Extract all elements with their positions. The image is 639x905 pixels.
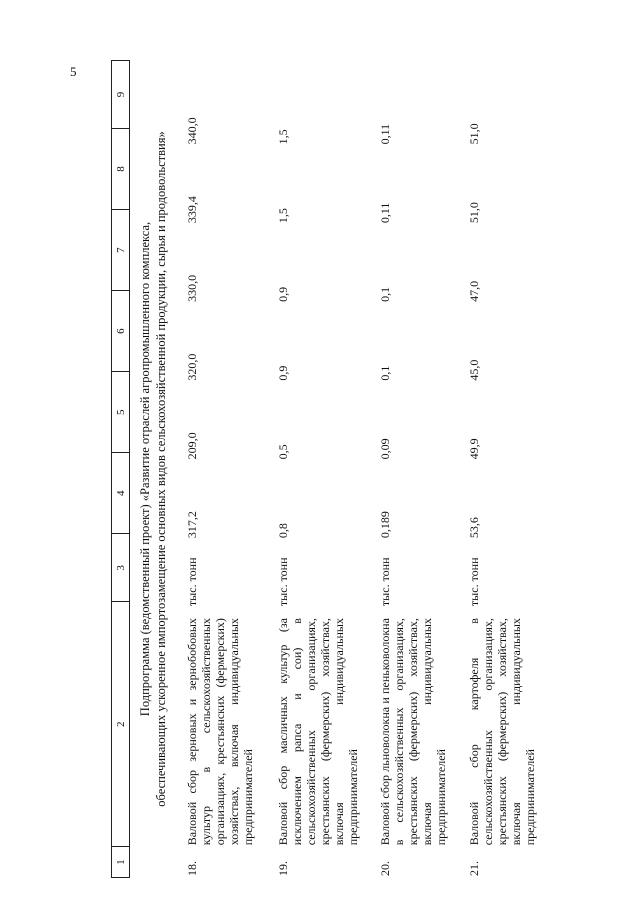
subprogram-title-line-2: обеспечивающих ускоренное импортозамещение основных видов сельскохозяйственной продукции, сырья и продовольствия» [154,131,168,807]
value-col-8: 51,0 [467,202,481,224]
value-col-6: 0,9 [276,365,290,381]
header-col-7: 7 [112,209,129,290]
value-col-6: 320,0 [185,353,199,381]
unit: тыс. тонн [378,557,392,607]
value-col-9: 51,0 [467,123,481,145]
row-number: 18. [185,861,199,876]
table-row [378,60,448,878]
indicator-name: Валовой сбор масличных культур (за исключением рапса и сои) в сельскохозяйственных организациях, крестьянских (фермерских) хозяйствах, включая индивидуальных предпринимателей [276,618,360,846]
value-col-5: 0,09 [378,438,392,460]
row-number: 21. [467,861,481,876]
unit: тыс. тонн [276,557,290,607]
header-col-4: 4 [112,452,129,533]
value-col-8: 339,4 [185,196,199,224]
value-col-5: 0,5 [276,444,290,460]
value-col-8: 1,5 [276,208,290,224]
value-col-9: 0,11 [378,123,392,145]
subprogram-title [137,60,169,878]
value-col-7: 330,0 [185,274,199,302]
unit: тыс. тонн [467,557,481,607]
value-col-6: 0,1 [378,365,392,381]
header-col-9: 9 [112,60,129,128]
value-col-5: 209,0 [185,432,199,460]
header-col-2: 2 [112,601,129,846]
header-col-1: 1 [112,846,129,878]
value-col-8: 0,11 [378,202,392,224]
header-col-3: 3 [112,533,129,601]
value-col-5: 49,9 [467,438,481,460]
header-col-6: 6 [112,290,129,371]
rotated-table-sheet [111,60,537,878]
value-col-7: 0,9 [276,286,290,302]
indicator-name: Валовой сбор льноволокна и пеньковолокна в сельскохозяйственных организациях, крестьянских (фермерских) хозяйствах, включая индивидуальных предпринимателей [378,618,448,846]
value-col-4: 53,6 [467,517,481,539]
value-col-4: 317,2 [185,511,199,539]
header-col-5: 5 [112,371,129,452]
value-col-6: 45,0 [467,359,481,381]
header-col-8: 8 [112,128,129,209]
column-number-header [111,60,130,878]
page-number: 5 [70,64,77,79]
table-row [276,60,360,878]
value-col-9: 1,5 [276,129,290,145]
indicator-name: Валовой сбор картофеля в сельскохозяйственных организациях, крестьянских (фермерских) хозяйствах, включая индивидуальных предпринимателей [467,618,537,846]
table-row [467,60,537,878]
row-number: 20. [378,861,392,876]
value-col-4: 0,189 [378,511,392,539]
value-col-7: 47,0 [467,280,481,302]
indicator-name: Валовой сбор зерновых и зернобобовых культур в сельскохозяйственных организациях, крестьянских (фермерских) хозяйствах, включая индивидуальных предпринимателей [185,618,255,846]
table-row [185,60,255,878]
value-col-4: 0,8 [276,523,290,539]
value-col-9: 340,0 [185,117,199,145]
row-number: 19. [276,861,290,876]
subprogram-title-line-1: Подпрограмма (ведомственный проект) «Развитие отраслей агропромышленного комплекса, [138,221,152,717]
value-col-7: 0,1 [378,286,392,302]
unit: тыс. тонн [185,557,199,607]
